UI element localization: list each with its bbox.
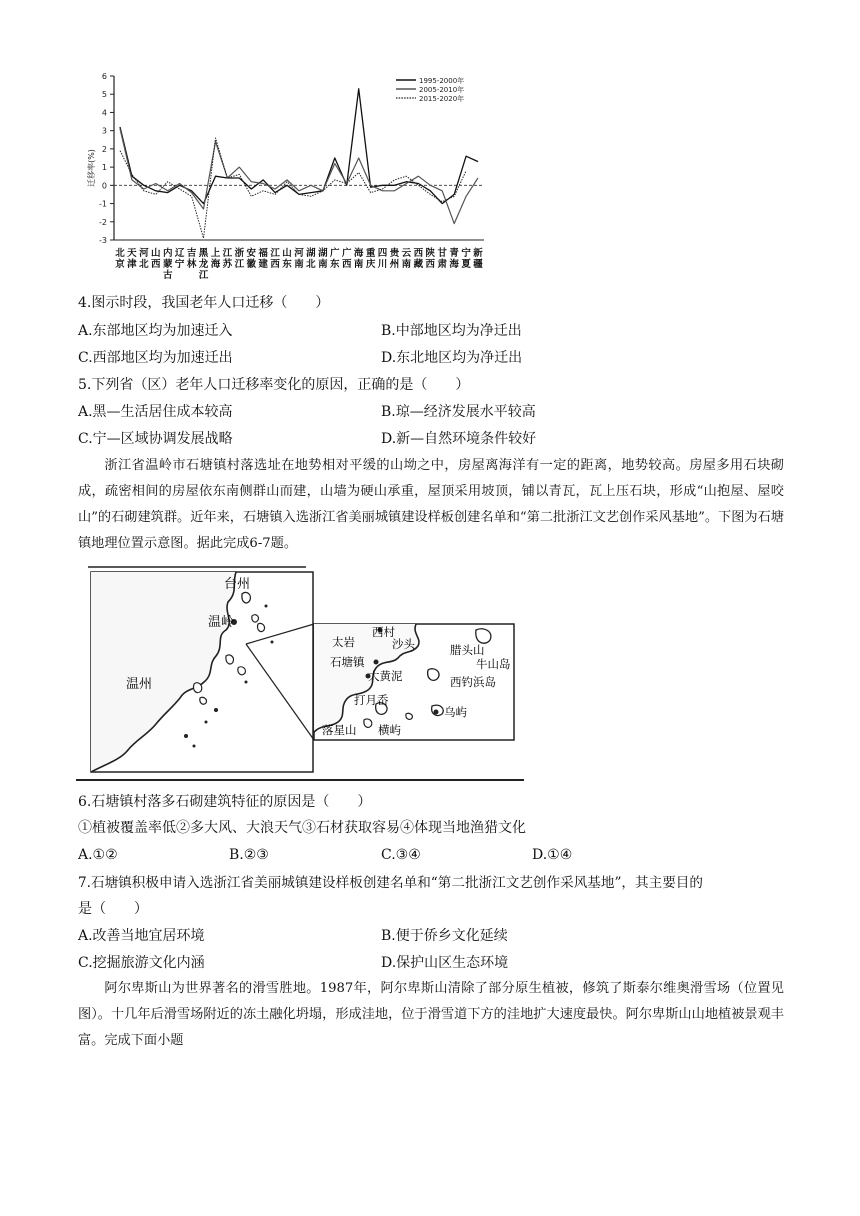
y-tick-label: -2 [99,217,107,227]
label-xidiaobindao: 西钓浜岛 [450,675,496,689]
x-tick-label: 徽 [246,259,257,270]
label-dayueao: 打月岙 [354,693,389,707]
y-tick-label: 0 [101,181,107,191]
question-5-stem: 5.下列省（区）老年人口迁移率变化的原因，正确的是（ ） [78,377,470,393]
question-7-stem-line2: 是（ ） [78,901,148,917]
x-tick-label: 天 [127,248,137,259]
label-taizhou: 台州 [224,577,251,592]
x-tick-label: 湖 [318,248,328,259]
x-tick-label: 川 [377,259,388,270]
question-7-option-d: D.保护山区生态环境 [381,955,509,971]
x-tick-label: 龙 [198,259,209,270]
label-dahuang: 大黄泥 [368,669,403,683]
x-tick-label: 上 [210,248,221,259]
x-tick-label: 西 [413,248,424,259]
question-5-option-c: C.宁—区域协调发展战略 [78,431,233,447]
passage-shitang: 浙江省温岭市石塘镇村落选址在地势相对平缓的山坳之中，房屋离海洋有一定的距离，地势较高。房屋多用石块砌成，疏密相间的房屋依东南侧群山而建，山墙为硬山承重，屋顶采用坡顶，铺以青瓦，瓦上压石块，形成“山抱屋、屋咬山”的石砌建筑群。近年来，石塘镇入选浙江省美丽城镇建设样板创建名单和“第二批浙江文艺创作采风基地”。下图为石塘镇地理位置示意图。据此完成6-7题。 [78,458,784,551]
label-hengyu: 横屿 [378,723,401,737]
x-tick-label: 宁 [461,248,471,259]
x-tick-label: 庆 [365,259,376,270]
x-tick-label: 南 [318,259,328,270]
x-tick-label: 西 [341,259,352,270]
label-taiyan: 太岩 [332,635,355,649]
label-xicun: 西村 [372,625,395,639]
y-tick-label: 2 [101,144,107,154]
x-tick-label: 南 [353,259,364,270]
series-line-2 [120,129,478,224]
question-7-option-c: C.挖掘旅游文化内涵 [78,955,205,971]
x-tick-label: 湖 [306,248,316,259]
x-tick-label: 西 [425,259,436,270]
x-tick-label: 西 [151,259,161,270]
question-6-option-c: C.③④ [381,847,421,863]
x-tick-label: 海 [210,259,221,270]
legend-entry: 2015-2020年 [419,95,465,103]
shitang-location-map [76,564,528,786]
x-tick-label: 海 [449,259,459,270]
y-tick-label: 4 [101,108,107,118]
x-tick-label: 青 [449,248,459,259]
label-wuyu: 乌屿 [444,705,467,719]
question-4-option-d: D.东北地区均为净迁出 [381,350,523,366]
question-5-option-b: B.琼—经济发展水平较高 [381,404,536,420]
x-tick-label: 贵 [389,248,400,259]
x-tick-label: 内 [162,248,173,259]
x-tick-label: 夏 [461,259,471,270]
x-tick-label: 安 [246,248,257,259]
x-tick-label: 广 [330,248,340,259]
x-tick-label: 古 [162,270,173,281]
x-tick-label: 疆 [473,259,483,270]
x-tick-label: 蒙 [162,259,173,270]
question-4-option-a: A.东部地区均为加速迁入 [78,323,233,339]
x-tick-label: 四 [377,248,388,259]
x-tick-label: 辽 [174,248,185,259]
x-tick-label: 州 [389,259,400,270]
question-5-option-a: A.黑—生活居住成本较高 [78,404,233,420]
x-tick-label: 建 [258,259,268,270]
y-axis-label: 迁移率(%) [87,149,96,187]
y-tick-label: -3 [99,236,107,245]
series-line-1 [120,89,478,204]
x-tick-label: 福 [258,248,268,259]
x-tick-label: 肃 [437,259,447,270]
question-7-option-b: B.便于侨乡文化延续 [381,928,508,944]
x-tick-label: 林 [186,259,197,270]
x-tick-label: 山 [151,248,161,259]
x-tick-label: 陕 [425,248,436,259]
x-tick-label: 山 [282,248,292,259]
question-6-option-d: D.①④ [532,847,573,863]
x-tick-label: 北 [306,259,316,270]
label-niushandao: 牛山岛 [476,657,511,671]
question-4-option-b: B.中部地区均为净迁出 [381,323,522,339]
y-tick-label: -1 [99,199,107,209]
x-tick-label: 南 [401,259,412,270]
question-5-option-d: D.新—自然环境条件较好 [381,431,537,447]
question-6-stem: 6.石塘镇村落多石砌建筑特征的原因是（ ） [78,794,372,810]
passage-alps: 阿尔卑斯山为世界著名的滑雪胜地。1987年，阿尔卑斯山清除了部分原生植被，修筑了斯泰尔维奥滑雪场（位置见图）。十几年后滑雪场附近的冻土融化坍塌，形成洼地，位于滑雪道下方的洼地扩大速度最快。阿尔卑斯山山地植被景观丰富。完成下面小题 [78,981,784,1048]
x-tick-label: 江 [198,270,209,281]
label-shatou: 沙头 [392,637,415,651]
x-tick-label: 京 [115,259,125,270]
question-6-option-a: A.①② [78,847,118,863]
question-7-stem-line1: 7.石塘镇积极申请入选浙江省美丽城镇建设样板创建名单和“第二批浙江文艺创作采风基地”，其主要目的 [78,875,703,891]
x-tick-label: 北 [139,259,149,270]
label-shitang: 石塘镇 [330,655,365,669]
x-tick-label: 甘 [437,248,447,259]
y-tick-label: 5 [101,90,107,100]
migration-rate-chart [80,68,500,282]
x-tick-label: 海 [353,248,364,259]
y-tick-label: 6 [101,72,107,81]
x-tick-label: 西 [270,259,280,270]
question-4-stem: 4.图示时段，我国老年人口迁移（ ） [78,295,330,311]
x-tick-label: 河 [139,248,149,259]
x-tick-label: 藏 [413,259,424,270]
label-lantoushan: 腊头山 [450,643,485,657]
x-tick-label: 江 [234,259,245,270]
x-tick-label: 河 [294,248,304,259]
label-wenling: 温岭 [208,615,235,630]
x-tick-label: 津 [127,259,137,270]
x-tick-label: 重 [365,248,376,259]
x-tick-label: 吉 [186,248,197,259]
x-tick-label: 东 [330,259,340,270]
x-tick-label: 江 [270,248,280,259]
x-tick-label: 云 [401,248,412,259]
question-7-option-a: A.改善当地宜居环境 [78,928,205,944]
y-tick-label: 1 [101,163,107,173]
legend-entry: 1995-2000年 [419,77,465,85]
question-4-option-c: C.西部地区均为加速迁出 [78,350,233,366]
label-wenzhou: 温州 [126,677,153,692]
x-tick-label: 南 [294,259,304,270]
label-luoxingshan: 落星山 [322,723,357,737]
x-tick-label: 北 [115,248,125,259]
x-tick-label: 江 [222,248,233,259]
x-tick-label: 黑 [198,248,209,259]
x-tick-label: 浙 [234,248,245,259]
x-tick-label: 东 [282,259,292,270]
question-6-option-b: B.②③ [229,847,269,863]
x-tick-label: 广 [341,248,352,259]
x-tick-label: 宁 [174,259,185,270]
question-6-statements: ①植被覆盖率低②多大风、大浪天气③石材获取容易④体现当地渔猎文化 [78,820,526,836]
y-tick-label: 3 [101,126,107,136]
legend-entry: 2005-2010年 [419,86,465,94]
x-tick-label: 苏 [222,259,233,270]
x-tick-label: 新 [473,248,483,259]
